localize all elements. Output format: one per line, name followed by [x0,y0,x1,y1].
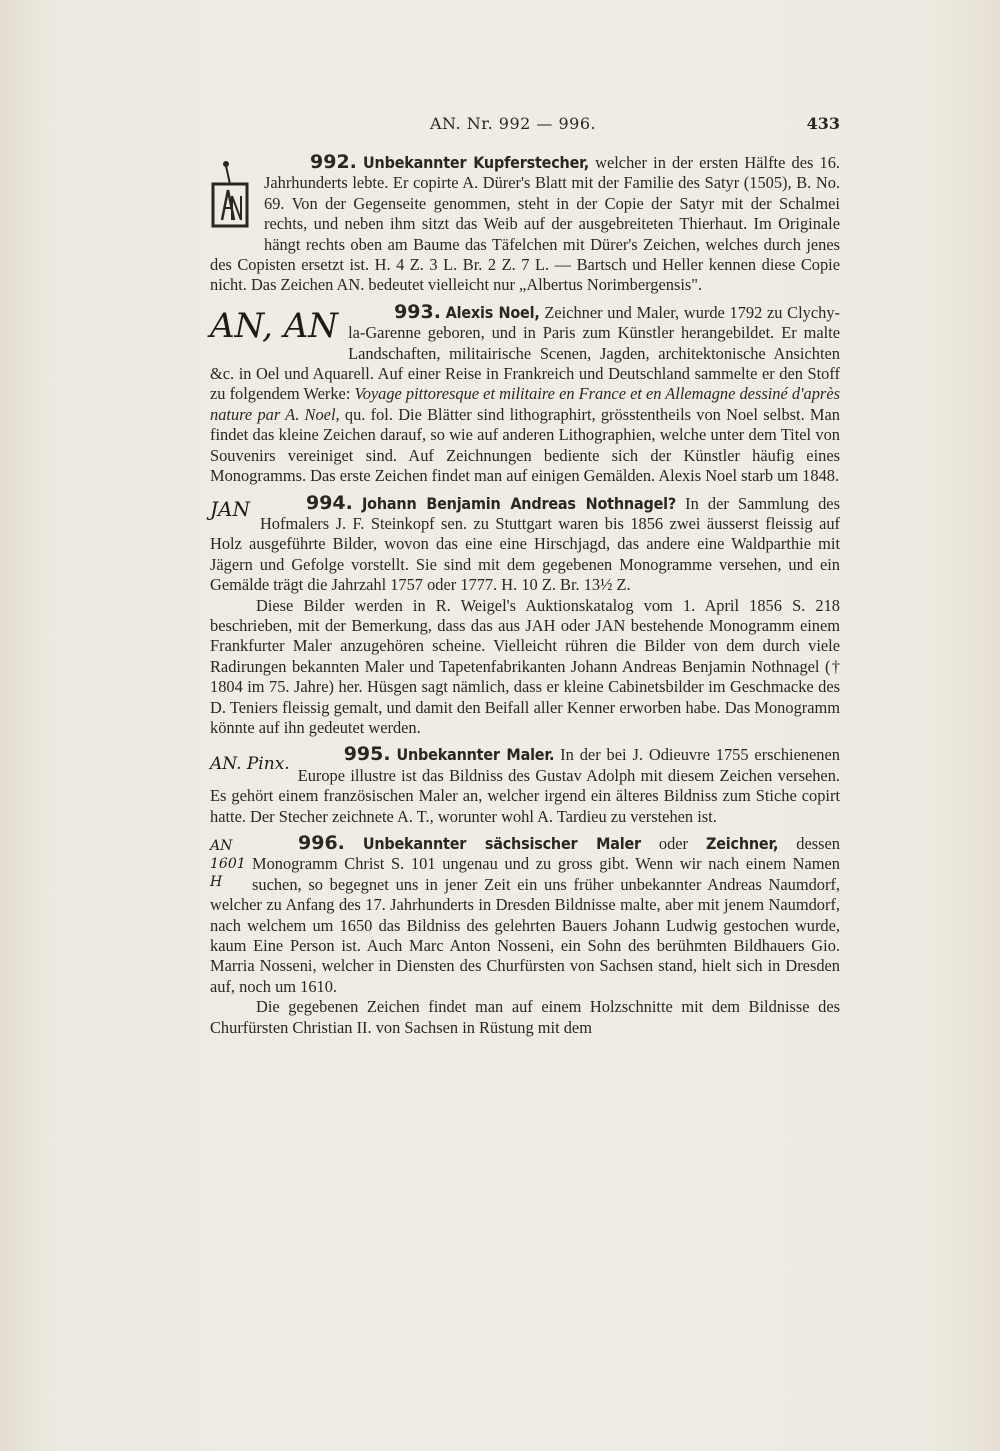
entry-paragraph-2: Die gegebenen Zeichen findet man auf einem Holzschnitte mit dem Bildnisse des Churfürsten Christian II. von Sachsen in Rüstung mit dem [210,997,840,1037]
entry-994 [210,493,840,739]
entry-text: dessen Monogramm Christ S. 101 ungenau und zu gross gibt. Wenn wir nach einem Namen suchen, so begegnet uns in jener Zeit ein uns früher unbekannter Andreas Naumdorf, welcher zu Anfang des 17. Jahrhunderts in Dresden Bildnisse malte, aber mit jenem Naumdorf, nach welchem um 1650 das Bildniss des gelehrten Bauers Johann Ludwig gestochen wurde, kaum Eine Person ist. Auch Marc Anton Nosseni, ein Sohn des berühmten Bildhauers Gio. Marria Nosseni, welcher in Diensten des Churfürsten von Sachsen stand, hielt sich in Dresden auf, noch um 1610. [210,834,840,996]
monogram-an-pinx-icon: AN. Pinx. [210,754,290,775]
entry-paragraph-2: Diese Bilder werden in R. Weigel's Auktionskatalog vom 1. April 1856 S. 218 beschrieben, mit der Bemerkung, dass das aus JAH oder JAN bestehende Monogramm einem Frankfurter Maler anzugehören scheine. Vielleicht rühren die Bilder von dem durch viele Radirungen bekannten Maler und Tapetenfabrikanten Johann Andreas Benjamin Nothnagel († 1804 im 75. Jahre) her. Hüsgen sagt nämlich, dass er kleine Cabinetsbilder im Geschmacke des D. Teniers fleissig gemalt, und damit den Beifall aller Kenner erworben habe. Das Monogramm könnte auf ihn gedeutet werden. [210,595,840,737]
entry-number: 992. [310,151,357,173]
monogram-jan-icon: JAN [210,496,250,521]
entry-text: In der Sammlung des Hofmalers J. F. Steinkopf sen. zu Stuttgart waren bis 1856 zwei äusserst fleissig auf Holz ausgeführte Bilder, wovon das eine eine Hirschjagd, das andere eine Waldparthie mit Jägern und Gefolge vorstellt. Sie sind mit dem gegebenen Monogramme versehen, und ein Gemälde trägt die Jahrzahl 1757 oder 1777. H. 10 Z. Br. 13½ Z. [210,493,840,595]
entry-996 [210,833,840,1038]
entry-text-part2: qu. fol. Die Blätter sind lithographirt, grösstentheils von Noel selbst. Man findet das kleine Zeichen darauf, so wie auf anderen Lithographien, welche unter dem Titel von Souvenirs vereiniget sind. Auf Zeichnungen bediente sich der Künstler häufig eines Monogramms. Das erste Zeichen findet man auf einigen Gemälden. Alexis Noel starb um 1848. [210,404,840,486]
artist-name: Johann Benjamin Andreas Nothnagel? [361,493,677,513]
entry-995 [210,744,840,827]
name-joiner: oder [658,834,688,853]
artist-name: Alexis Noel, [445,302,540,322]
monogram-an-icon: AN, AN [210,305,339,346]
entry-text: In der bei J. Odieuvre 1755 erschienenen Europe illustre ist das Bildniss des Gustav Adolph mit diesem Zeichen versehen. Es gehört einem französischen Maler an, welcher irgend ein älteres Bildniss zum Stiche copirt hatte. Der Stecher zeichnete A. T., worunter wohl A. Tardieu zu verstehen ist. [210,745,840,826]
entry-993 [210,302,840,487]
artist-name: Unbekannter Kupferstecher, [363,153,589,172]
artist-name-2: Zeichner, [705,834,779,853]
entry-text-part1: Zeichner und Maler, wurde 1792 zu Clychy-la-Garenne geboren, und in Paris zum Künstler herangebildet. Er malte Landschaften, militairische Scenen, Jagden, architektonische Ansichten &c. in Oel und Aquarell. Auf einer Reise in Frankreich und Deutschland sammelte er den Stoff zu folgendem Werke: [210,302,840,404]
artist-name: Unbekannter sächsischer Maler [362,834,641,853]
running-header [210,114,840,144]
entry-number: 993. [394,300,441,323]
entry-number: 994. [305,491,353,514]
entry-992 [210,152,840,296]
page-number: 433 [806,114,840,133]
body-text [210,152,840,1044]
running-title: AN. Nr. 992 — 996. [430,114,597,133]
work-title: Voyage pittoresque et militaire en France et en Allemagne dessiné d'après nature par A. Noel, [210,384,840,424]
artist-name: Unbekannter Maler. [396,745,555,765]
entry-text: welcher in der ersten Hälfte des 16. Jahrhunderts lebte. Er copirte A. Dürer's Blatt mit der Familie des Satyr (1505), B. No. 69. Von der Gegenseite genommen, steht in der Copie der Satyr mit der Schalmei rechts, und neben ihm sitzt das Weib auf der ausgebreiteten Thierhaut. Im Originale hängt rechts oben am Baume das Täfelchen mit Dürer's Zeichen, welches durch jenes des Copisten ersetzt ist. H. 4 Z. 3 L. Br. 2 Z. 7 L. — Bartsch und Heller kennen diese Copie nicht. Das Zeichen AN. bedeutet vielleicht nur „Albertus Norimbergensis". [210,153,840,295]
entry-number: 996. [298,832,345,854]
tablet-monogram-icon [208,158,252,238]
monogram-an-1601-icon: AN 1601 H [210,838,246,890]
entry-number: 995. [343,743,391,766]
